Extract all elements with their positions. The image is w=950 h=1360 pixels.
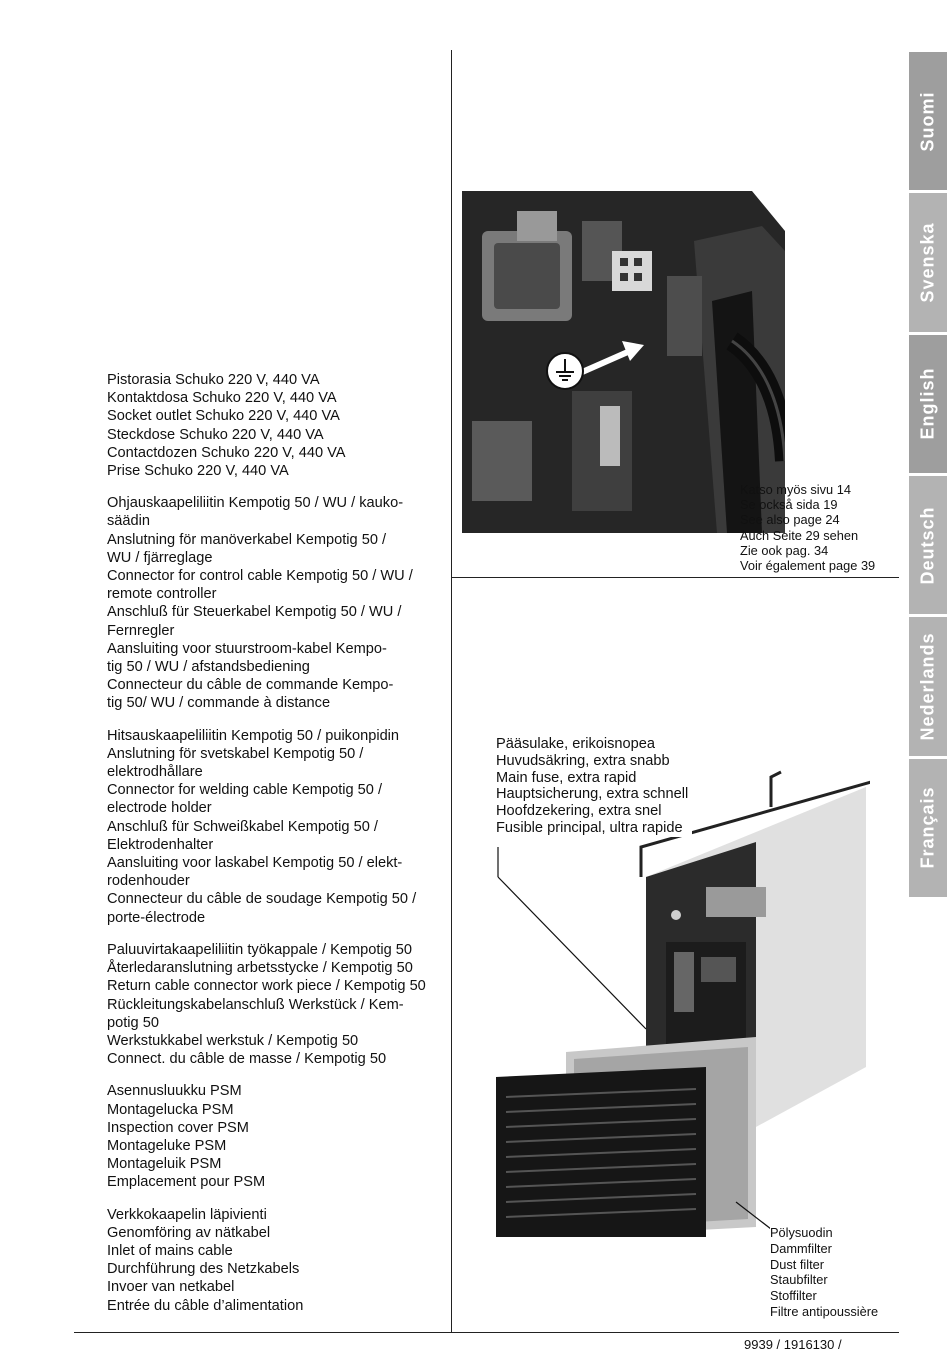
footer-rule: [74, 1332, 899, 1333]
text-line: Huvudsäkring, extra snabb: [496, 752, 670, 769]
text-line: Connector for welding cable Kempotig 50 /: [107, 782, 383, 799]
text-line: Anschluß für Schweißkabel Kempotig 50 /: [107, 818, 378, 835]
filter-photo: [496, 767, 870, 1237]
text-line: Återledaranslutning arbetsstycke / Kempotig 50: [107, 960, 413, 977]
text-line: tig 50/ WU / commande à distance: [107, 695, 331, 712]
text-line: rodenhouder: [107, 873, 190, 890]
text-line: Montagelucka PSM: [107, 1101, 234, 1118]
text-line: See also page 24: [740, 512, 840, 528]
language-tab-label: Nederlands: [917, 632, 938, 741]
text-line: Inlet of mains cable: [107, 1242, 233, 1259]
text-line: Pistorasia Schuko 220 V, 440 VA: [107, 372, 320, 388]
text-line: Katso myös sivu 14: [740, 482, 851, 497]
text-line: Elektrodenhalter: [107, 836, 214, 853]
text-line: Kontaktdosa Schuko 220 V, 440 VA: [107, 390, 337, 407]
text-line: Pölysuodin: [770, 1225, 833, 1240]
see-also-note: [740, 482, 875, 573]
text-line: Prise Schuko 220 V, 440 VA: [107, 463, 289, 480]
language-tab-label: Svenska: [917, 222, 938, 303]
text-line: Filtre antipoussière: [770, 1303, 879, 1319]
description-block: [107, 1082, 439, 1191]
text-line: Socket outlet Schuko 220 V, 440 VA: [107, 408, 340, 425]
text-line: Aansluiting voor laskabel Kempotig 50 / elekt-: [107, 855, 403, 872]
text-line: Fusible principal, ultra rapide: [496, 819, 683, 836]
description-block: [107, 371, 439, 480]
text-line: Rückleitungskabelanschluß Werkstück / Kem-: [107, 996, 404, 1013]
language-tab-5[interactable]: [909, 759, 947, 897]
text-line: Asennusluukku PSM: [107, 1083, 242, 1100]
text-line: Ohjauskaapeliliitin Kempotig 50 / WU / kauko-: [107, 495, 404, 512]
description-block: [107, 1206, 439, 1315]
text-line: remote controller: [107, 586, 217, 603]
text-line: Main fuse, extra rapid: [496, 769, 637, 786]
description-block: [107, 494, 439, 712]
language-tab-0[interactable]: [909, 52, 947, 190]
text-line: Invoer van netkabel: [107, 1279, 235, 1296]
horizontal-divider: [451, 577, 899, 578]
language-tab-label: Suomi: [917, 91, 938, 152]
language-tab-label: English: [917, 367, 938, 440]
text-line: Connector for control cable Kempotig 50 / WU /: [107, 568, 413, 585]
language-tab-label: Français: [917, 786, 938, 869]
text-line: Montageluke PSM: [107, 1137, 227, 1154]
text-line: Hoofdzekering, extra snel: [496, 803, 662, 820]
language-tabs: [909, 52, 947, 900]
text-line: potig 50: [107, 1014, 159, 1031]
text-line: electrode holder: [107, 800, 212, 817]
vertical-divider: [451, 50, 452, 1332]
text-line: Entrée du câble d’alimentation: [107, 1297, 304, 1314]
text-line: Paluuvirtakaapeliliitin työkappale / Kempotig 50: [107, 941, 413, 958]
text-line: Auch Seite 29 sehen: [740, 527, 859, 543]
text-line: Werkstukkabel werkstuk / Kempotig 50: [107, 1032, 359, 1049]
interior-photo: [462, 191, 785, 533]
text-line: Anschluß für Steuerkabel Kempotig 50 / WU /: [107, 604, 402, 621]
text-line: Voir également page 39: [740, 558, 876, 574]
text-line: Emplacement pour PSM: [107, 1174, 266, 1191]
text-line: Connecteur du câble de commande Kempo-: [107, 677, 394, 694]
text-line: porte-électrode: [107, 909, 206, 926]
text-line: Steckdose Schuko 220 V, 440 VA: [107, 426, 324, 443]
text-line: Se också sida 19: [740, 497, 838, 513]
text-line: Montageluik PSM: [107, 1156, 222, 1173]
dust-filter-label: [770, 1225, 878, 1320]
text-line: Contactdozen Schuko 220 V, 440 VA: [107, 444, 346, 461]
text-line: Return cable connector work piece / Kempotig 50: [107, 978, 426, 995]
text-line: Dust filter: [770, 1256, 825, 1272]
language-tab-2[interactable]: [909, 335, 947, 473]
text-line: Dammfilter: [770, 1240, 832, 1256]
language-tab-label: Deutsch: [917, 506, 938, 585]
component-descriptions: [107, 371, 439, 1329]
text-line: Fernregler: [107, 622, 175, 639]
text-line: Aansluiting voor stuurstroom-kabel Kempo-: [107, 640, 387, 657]
text-line: Anslutning för svetskabel Kempotig 50 /: [107, 745, 364, 762]
text-line: Verkkokaapelin läpivienti: [107, 1206, 267, 1223]
text-line: Connect. du câble de masse / Kempotig 50: [107, 1051, 387, 1068]
text-line: Anslutning för manöverkabel Kempotig 50 /: [107, 531, 387, 548]
language-tab-4[interactable]: [909, 617, 947, 755]
document-number: 9939 / 1916130 /: [744, 1337, 842, 1352]
text-line: Pääsulake, erikoisnopea: [496, 736, 656, 752]
language-tab-3[interactable]: [909, 476, 947, 614]
text-line: Hauptsicherung, extra schnell: [496, 786, 689, 803]
text-line: Zie ook pag. 34: [740, 542, 829, 558]
text-line: elektrodhållare: [107, 764, 203, 781]
text-line: Genomföring av nätkabel: [107, 1224, 271, 1241]
text-line: Stoffilter: [770, 1288, 817, 1304]
description-block: [107, 727, 439, 927]
language-tab-1[interactable]: [909, 193, 947, 331]
text-line: Durchführung des Netzkabels: [107, 1261, 300, 1278]
text-line: Staubfilter: [770, 1272, 828, 1288]
text-line: Connecteur du câble de soudage Kempotig 50 /: [107, 891, 417, 908]
text-line: Hitsauskaapeliliitin Kempotig 50 / puikonpidin: [107, 727, 400, 744]
text-line: säädin: [107, 513, 151, 530]
text-line: WU / fjärreglage: [107, 549, 213, 566]
description-block: [107, 941, 439, 1068]
main-fuse-label: [496, 736, 692, 837]
text-line: Inspection cover PSM: [107, 1119, 249, 1136]
text-line: tig 50 / WU / afstandsbediening: [107, 659, 310, 676]
